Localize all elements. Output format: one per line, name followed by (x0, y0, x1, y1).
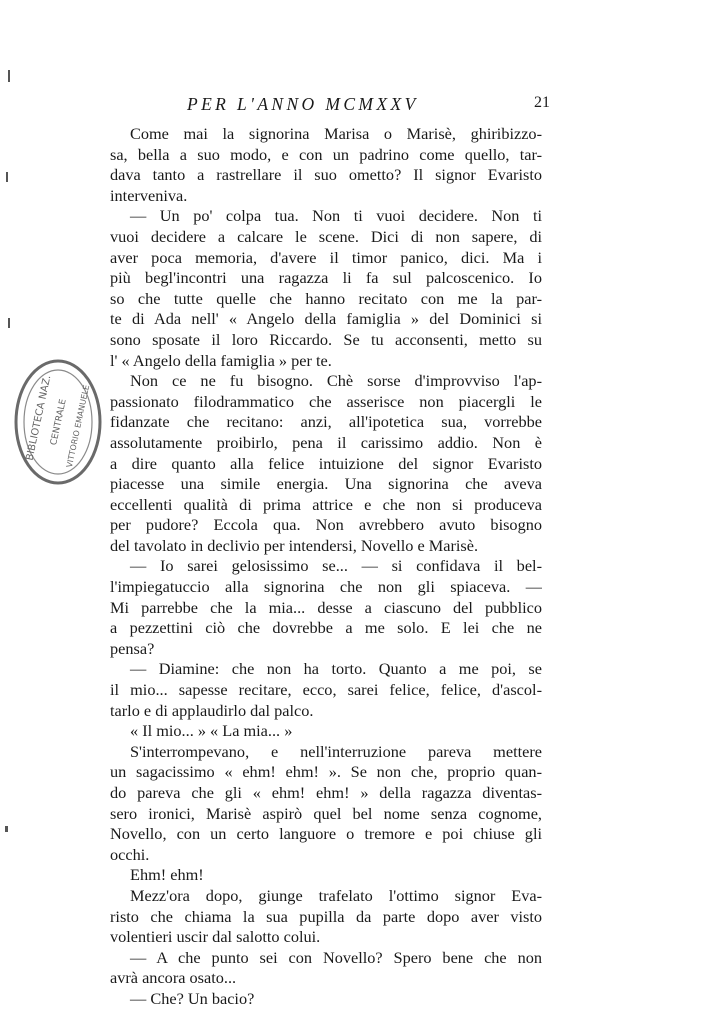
scan-edge-mark (6, 172, 8, 182)
text-line: sa, bella a suo modo, e con un padrino come quello, tar- (110, 144, 542, 164)
text-line: Novello, con un certo languore o tremore e poi chiuse gli (110, 824, 542, 844)
text-line: a dire quanto alla felice intuizione del signor Evaristo (110, 453, 542, 473)
text-line: dava tanto a rastrellare il suo ometto? Il signor Evaristo (110, 165, 542, 185)
text-line: — Io sarei gelosissimo se... — si confidava il bel- (130, 556, 542, 576)
text-line: più begl'incontri una ragazza li fa sul palcoscenico. Io (110, 268, 542, 288)
text-line: Mezz'ora dopo, giunge trafelato l'ottimo signor Eva- (130, 885, 542, 905)
text-line: vuoi decidere a calcare le scene. Dici di non sapere, di (110, 226, 542, 246)
scan-edge-mark (8, 70, 10, 82)
text-line: l'impiegatuccio alla signorina che non gli spiaceva. — (110, 577, 542, 597)
text-line: pensa? (110, 638, 155, 658)
text-line: il mio... sapesse recitare, ecco, sarei felice, felice, d'ascol- (110, 680, 542, 700)
body-text (110, 124, 542, 1010)
text-line: a pezzettini ciò che dovrebbe a me solo. E lei che ne (110, 618, 542, 638)
text-line: Come mai la signorina Marisa o Marisè, ghiribizzo- (130, 124, 542, 143)
text-line: fidanzate che recitano: anzi, all'ipotetica sua, vorrebbe (110, 412, 542, 432)
text-line: eccellenti qualità di prima attrice e che non si produceva (110, 494, 542, 514)
text-line: te di Ada nell' « Angelo della famiglia » del Dominici si (110, 309, 542, 329)
text-line: S'interrompevano, e nell'interruzione pareva mettere (130, 741, 542, 761)
text-line: sono sposate il loro Riccardo. Se tu acconsenti, metto su (110, 329, 542, 349)
stamp-text: BIBLIOTECA NAZ. (24, 374, 54, 462)
text-line: tarlo e di applaudirlo dal palco. (110, 700, 314, 720)
stamp-text: VITTORIO EMANUELE (64, 384, 92, 469)
text-line: — Diamine: che non ha torto. Quanto a me poi, se (130, 659, 542, 679)
text-line: piacesse una simile energia. Una signorina che aveva (110, 474, 542, 494)
text-line: risto che chiama la sua pupilla da parte dopo aver visto (110, 906, 542, 926)
scan-edge-mark (8, 318, 10, 328)
text-line: Ehm! ehm! (130, 865, 204, 885)
text-line: interveniva. (110, 185, 188, 205)
text-line: so che tutte quelle che hanno recitato con me la par- (110, 288, 542, 308)
text-line: « Il mio... » « La mia... » (130, 721, 293, 741)
scan-edge-mark (5, 826, 8, 832)
page-header (110, 94, 550, 116)
text-line: sero ironici, Marisè aspirò quel bel nome senza cognome, (110, 803, 542, 823)
text-line: passionato filodrammatico che asserisce non piacergli le (110, 391, 542, 411)
text-line: Non ce ne fu bisogno. Chè sorse d'improvviso l'ap- (130, 371, 542, 391)
text-line: aver poca memoria, d'avere il timor panico, dici. Ma i (110, 247, 542, 267)
running-title: PER L'ANNO MCMXXV (187, 94, 419, 114)
text-line: per pudore? Eccola qua. Non avrebbero avuto bisogno (110, 515, 542, 535)
text-line: — Che? Un bacio? (130, 988, 255, 1008)
text-line: avrà ancora osato... (110, 968, 237, 988)
stamp-text: CENTRALE (49, 398, 69, 447)
text-line: l' « Angelo della famiglia » per te. (110, 350, 332, 370)
text-line: do pareva che gli « ehm! ehm! » della ragazza diventas- (110, 783, 542, 802)
text-line: del tavolato in declivio per intendersi, Novello e Marisè. (110, 535, 479, 555)
text-line: un sagacissimo « ehm! ehm! ». Se non che, proprio quan- (110, 762, 542, 782)
text-line: volentieri uscir dal salotto colui. (110, 927, 321, 947)
text-line: — Un po' colpa tua. Non ti vuoi decidere. Non ti (130, 206, 542, 226)
text-line: assolutamente proibirlo, pena il carissimo addio. Non è (110, 432, 542, 452)
text-line: — A che punto sei con Novello? Spero bene che non (130, 947, 542, 967)
page-number: 21 (534, 94, 550, 111)
library-stamp-icon (10, 355, 106, 489)
text-line: occhi. (110, 844, 150, 864)
text-line: Mi parrebbe che la mia... desse a ciascuno del pubblico (110, 597, 542, 617)
